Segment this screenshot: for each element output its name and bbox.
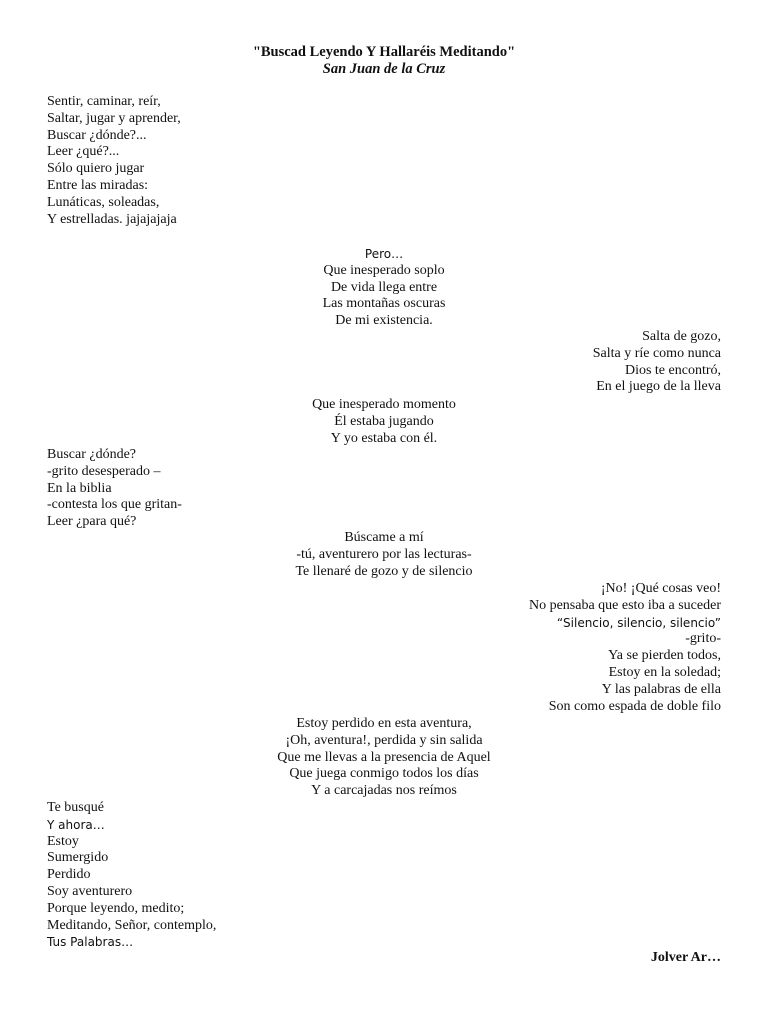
stanza-9	[47, 800, 216, 951]
verse-line: Buscar ¿dónde?...	[47, 127, 147, 143]
verse-line: Y yo estaba con él.	[330, 430, 438, 446]
verse-line: Tus Palabras…	[47, 935, 134, 950]
verse-line: De vida llega entre	[330, 279, 438, 295]
poem-subtitle: San Juan de la Cruz	[322, 61, 446, 77]
verse-line: Ya se pierden todos,	[608, 648, 721, 664]
verse-line: -contesta los que gritan-	[47, 497, 182, 513]
stanza-7	[529, 581, 721, 715]
verse-line: Pero…	[364, 247, 404, 261]
verse-line: ¡No! ¡Qué cosas veo!	[600, 581, 721, 596]
stanza-6	[0, 530, 768, 580]
verse-line: Estoy	[47, 833, 79, 849]
author-signature: Jolver Ar…	[650, 950, 721, 965]
verse-line: De mi existencia.	[335, 313, 433, 329]
verse-line: Meditando, Señor, contemplo,	[47, 917, 217, 933]
verse-line: Porque leyendo, medito;	[47, 900, 185, 916]
verse-line: Él estaba jugando	[334, 413, 434, 429]
verse-line: Sumergido	[47, 850, 109, 866]
verse-line: Buscar ¿dónde?	[47, 447, 137, 462]
verse-line: Que juega conmigo todos los días	[289, 766, 479, 782]
verse-line: Entre las miradas:	[47, 177, 149, 193]
verse-line: Sólo quiero jugar	[47, 161, 145, 177]
verse-line: Son como espada de doble filo	[548, 698, 721, 714]
verse-line: Que inesperado momento	[312, 397, 456, 412]
stanza-5	[47, 447, 182, 531]
verse-line: Soy aventurero	[47, 883, 133, 899]
poem-title: "Buscad Leyendo Y Hallaréis Meditando"	[252, 44, 516, 60]
verse-line: Salta de gozo,	[642, 329, 721, 344]
verse-line: Saltar, jugar y aprender,	[47, 110, 181, 126]
verse-line: Búscame a mí	[344, 530, 424, 545]
verse-line: Estoy perdido en esta aventura,	[296, 716, 472, 731]
verse-line: Y ahora…	[47, 817, 105, 832]
verse-line: No pensaba que esto iba a suceder	[528, 597, 721, 613]
verse-line: Perdido	[47, 867, 91, 883]
verse-line: Que me llevas a la presencia de Aquel	[277, 749, 491, 765]
stanza-2	[0, 246, 768, 330]
verse-line: En el juego de la lleva	[596, 379, 721, 395]
stanza-3	[593, 329, 721, 396]
verse-line: -tú, aventurero por las lecturas-	[296, 546, 472, 562]
stanza-4	[0, 397, 768, 447]
verse-line: Leer ¿para qué?	[47, 514, 137, 530]
verse-line: Y las palabras de ella	[601, 681, 721, 697]
verse-line: Dios te encontró,	[624, 362, 721, 378]
verse-line: -grito-	[685, 631, 721, 647]
stanza-8	[0, 716, 768, 800]
verse-line: Leer ¿qué?...	[47, 144, 120, 160]
verse-line: Sentir, caminar, reír,	[47, 94, 161, 109]
verse-line: En la biblia	[47, 480, 112, 496]
verse-line: Lunáticas, soleadas,	[47, 194, 160, 210]
verse-line: Estoy en la soledad;	[608, 664, 721, 680]
verse-line: Te busqué	[47, 800, 104, 815]
verse-line: Las montañas oscuras	[322, 296, 446, 312]
verse-line: Te llenaré de gozo y de silencio	[295, 563, 473, 579]
verse-line: -grito desesperado –	[47, 463, 161, 479]
verse-line: Y a carcajadas nos reímos	[311, 783, 457, 799]
stanza-1	[47, 94, 181, 228]
verse-line: ¡Oh, aventura!, perdida y sin salida	[285, 732, 483, 748]
verse-line: Y estrelladas. jajajajaja	[47, 211, 177, 227]
verse-line: “Silencio, silencio, silencio”	[556, 615, 721, 630]
verse-line: Salta y ríe como nunca	[592, 345, 721, 361]
verse-line: Que inesperado soplo	[323, 262, 445, 278]
